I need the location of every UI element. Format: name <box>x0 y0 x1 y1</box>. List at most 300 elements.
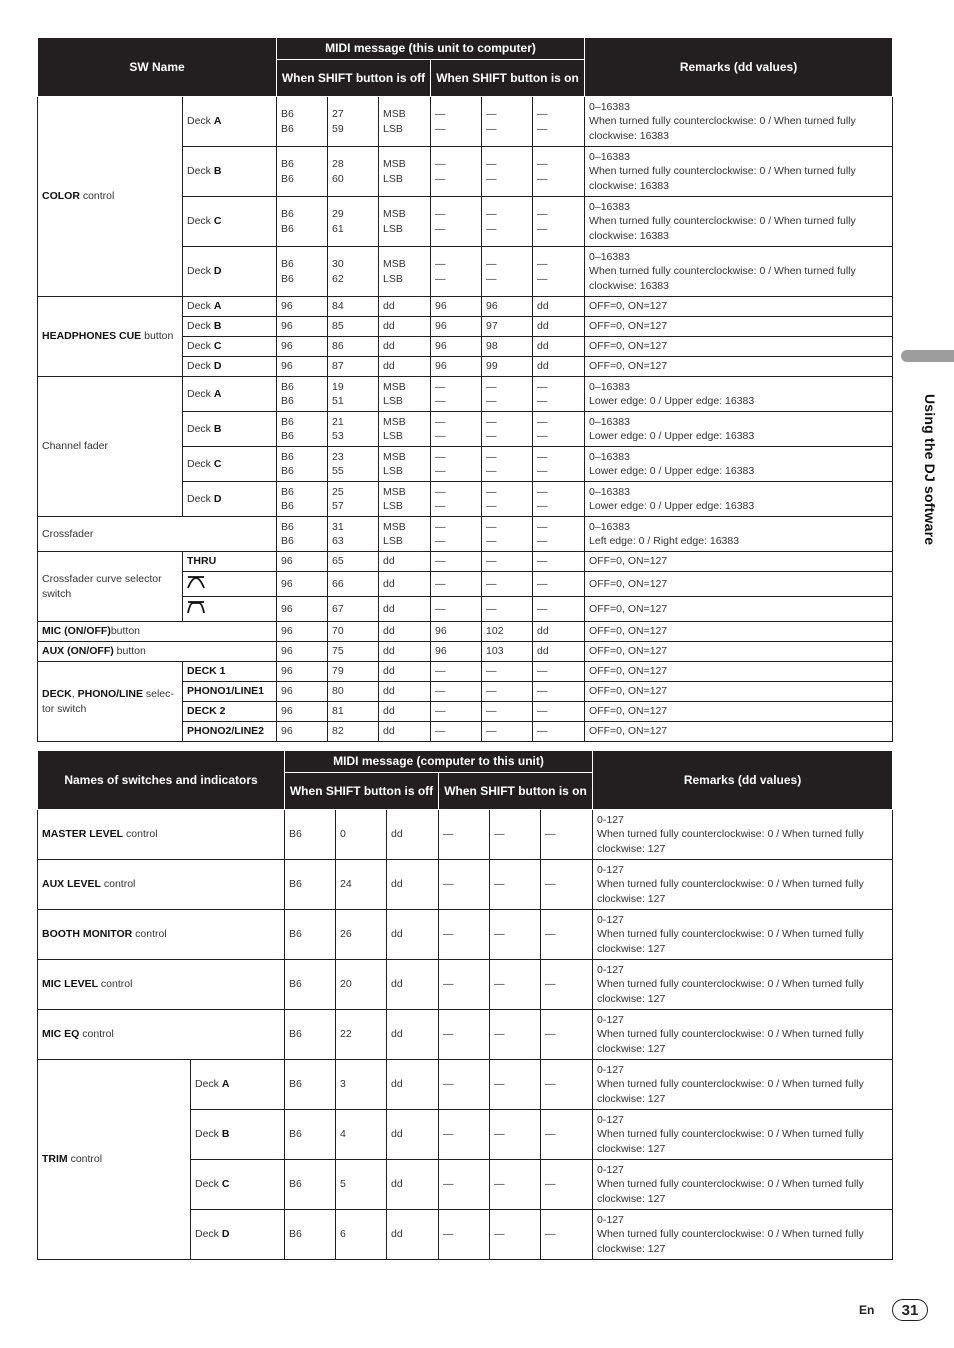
shift-status-cell: — — <box>431 412 482 447</box>
deck-word: Deck <box>187 115 214 128</box>
control-name: BOOTH MONITOR <box>42 928 133 941</box>
midi-cell: dd <box>379 702 431 722</box>
shift-value-cell: — — <box>533 377 585 412</box>
deck-label <box>183 147 277 197</box>
name-separator: , <box>71 688 78 701</box>
midi-cell: 79 <box>328 662 379 682</box>
deck-label <box>183 482 277 517</box>
midi-cell: — <box>431 597 482 622</box>
channel-fader-name: Channel fader <box>38 377 183 517</box>
midi-cell: — <box>541 910 593 960</box>
midi-cell: — <box>541 860 593 910</box>
midi-cell: dd <box>387 1010 439 1060</box>
midi-cell: — <box>439 960 490 1010</box>
shift-status-cell: — — <box>431 147 482 197</box>
table-row <box>38 642 893 662</box>
midi-cell: dd <box>379 622 431 642</box>
midi-cell: B6 <box>285 1110 336 1160</box>
control-name: MIC (ON/OFF) <box>42 625 111 638</box>
midi-cell: — <box>490 1210 541 1260</box>
table-row <box>38 810 893 860</box>
number-cell: 28 60 <box>328 147 379 197</box>
midi-cell: — <box>431 662 482 682</box>
midi-cell: dd <box>379 722 431 742</box>
deck-word: Deck <box>195 1178 222 1191</box>
shift-value-cell: — — <box>533 447 585 482</box>
midi-cell: dd <box>379 357 431 377</box>
number-cell: 19 51 <box>328 377 379 412</box>
mic-on-off-name <box>38 622 277 642</box>
shift-number-cell: — — <box>482 197 533 247</box>
control-name: AUX LEVEL <box>42 878 101 891</box>
status-cell: B6 B6 <box>277 482 328 517</box>
midi-cell: 96 <box>431 642 482 662</box>
deck-word: Deck <box>187 265 214 278</box>
number-cell: 21 53 <box>328 412 379 447</box>
status-cell: B6 B6 <box>277 447 328 482</box>
shift-number-cell: — — <box>482 482 533 517</box>
shift-status-cell: — — <box>431 247 482 297</box>
midi-cell: 24 <box>336 860 387 910</box>
remarks-cell: 0-127 When turned fully counterclockwise: 0 / When turned fully clockwise: 127 <box>593 860 893 910</box>
deck-word: Deck <box>187 387 214 400</box>
shift-value-cell: — — <box>533 147 585 197</box>
value-cell: MSB LSB <box>379 147 431 197</box>
midi-cell: B6 <box>285 810 336 860</box>
shift-status-cell: — — <box>431 447 482 482</box>
midi-cell: B6 <box>285 1060 336 1110</box>
midi-cell: B6 <box>285 960 336 1010</box>
shift-number-cell: — — <box>482 97 533 147</box>
midi-cell: — <box>482 702 533 722</box>
midi-cell: — <box>431 552 482 572</box>
midi-cell: — <box>490 810 541 860</box>
table-row <box>38 1060 893 1110</box>
deck-label <box>183 247 277 297</box>
selector-position-label <box>183 722 277 742</box>
midi-cell: — <box>541 1060 593 1110</box>
midi-cell: 87 <box>328 357 379 377</box>
midi-cell: — <box>439 810 490 860</box>
header-shift-off: When SHIFT button is off <box>285 773 439 810</box>
control-name-cell <box>38 910 285 960</box>
midi-cell: B6 <box>285 1210 336 1260</box>
midi-cell: B6 <box>285 860 336 910</box>
value-cell: MSB LSB <box>379 247 431 297</box>
control-type: selec-tor switch <box>42 688 174 715</box>
midi-cell: dd <box>387 1060 439 1110</box>
midi-cell: 96 <box>277 662 328 682</box>
remarks-cell: OFF=0, ON=127 <box>585 682 893 702</box>
midi-cell: — <box>490 1060 541 1110</box>
midi-cell: 82 <box>328 722 379 742</box>
number-cell: 23 55 <box>328 447 379 482</box>
deck-word: Deck <box>187 457 214 470</box>
midi-cell: — <box>533 662 585 682</box>
header-shift-on: When SHIFT button is on <box>431 60 585 97</box>
midi-cell: — <box>490 1110 541 1160</box>
midi-cell: dd <box>379 682 431 702</box>
shift-number-cell: — — <box>482 517 533 552</box>
midi-cell: 96 <box>277 722 328 742</box>
midi-cell: — <box>490 960 541 1010</box>
control-name: MASTER LEVEL <box>42 828 124 841</box>
curve-position-label <box>183 572 277 597</box>
control-name-cell <box>38 860 285 910</box>
deck-letter: A <box>213 115 222 128</box>
table-row <box>38 517 893 552</box>
midi-cell: dd <box>379 597 431 622</box>
shift-value-cell: — — <box>533 247 585 297</box>
header-shift-on: When SHIFT button is on <box>439 773 593 810</box>
shift-status-cell: — — <box>431 517 482 552</box>
trim-control-name <box>38 1060 191 1260</box>
control-type: control <box>100 878 136 891</box>
midi-cell: 96 <box>277 597 328 622</box>
remarks-cell: 0–16383 Lower edge: 0 / Upper edge: 16383 <box>585 447 893 482</box>
table-row <box>38 622 893 642</box>
deck-word: Deck <box>195 1078 222 1091</box>
selector-label: PHONO2/LINE2 <box>187 725 265 738</box>
deck-word: Deck <box>195 1228 222 1241</box>
remarks-cell: OFF=0, ON=127 <box>585 317 893 337</box>
deck-label <box>183 297 277 317</box>
table-row <box>38 377 893 412</box>
midi-cell: — <box>482 597 533 622</box>
remarks-cell: 0-127 When turned fully counterclockwise: 0 / When turned fully clockwise: 127 <box>593 810 893 860</box>
deck-letter: B <box>213 320 222 333</box>
midi-cell: 26 <box>336 910 387 960</box>
curve-position-label <box>183 597 277 622</box>
midi-cell: — <box>541 1110 593 1160</box>
color-control-name <box>38 97 183 297</box>
status-cell: B6 B6 <box>277 247 328 297</box>
midi-cell: 81 <box>328 702 379 722</box>
midi-cell: dd <box>379 572 431 597</box>
deck-word: Deck <box>187 492 214 505</box>
midi-cell: 66 <box>328 572 379 597</box>
curve-position-label <box>183 552 277 572</box>
remarks-cell: 0-127 When turned fully counterclockwise: 0 / When turned fully clockwise: 127 <box>593 1060 893 1110</box>
number-cell: 29 61 <box>328 197 379 247</box>
midi-cell: 96 <box>277 642 328 662</box>
deck-letter: B <box>213 165 222 178</box>
midi-cell: — <box>439 860 490 910</box>
midi-cell: dd <box>533 357 585 377</box>
shift-value-cell: — — <box>533 197 585 247</box>
value-cell: MSB LSB <box>379 97 431 147</box>
control-name: PHONO/LINE <box>77 688 143 701</box>
midi-cell: — <box>541 1010 593 1060</box>
midi-cell: — <box>533 722 585 742</box>
control-type: button <box>110 625 141 638</box>
table-row <box>38 1010 893 1060</box>
deck-letter: A <box>213 387 222 400</box>
midi-cell: B6 <box>285 1160 336 1210</box>
midi-cell: — <box>439 1010 490 1060</box>
midi-cell: dd <box>379 662 431 682</box>
header-midi-message: MIDI message (computer to this unit) <box>285 751 593 773</box>
shift-status-cell: — — <box>431 97 482 147</box>
table-row <box>38 910 893 960</box>
deck-label <box>191 1160 285 1210</box>
language-label: En <box>859 1303 875 1317</box>
remarks-cell: OFF=0, ON=127 <box>585 297 893 317</box>
header-remarks: Remarks (dd values) <box>593 751 893 810</box>
deck-letter: D <box>213 360 222 373</box>
control-type: button <box>113 645 146 658</box>
section-tab-marker <box>901 350 954 362</box>
deck-letter: D <box>213 492 222 505</box>
deck-letter: A <box>213 300 222 313</box>
midi-cell: — <box>541 810 593 860</box>
shift-number-cell: — — <box>482 412 533 447</box>
midi-cell: dd <box>533 642 585 662</box>
remarks-cell: 0–16383 When turned fully counterclockwise: 0 / When turned fully clockwise: 16383 <box>585 147 893 197</box>
deck-word: Deck <box>187 165 214 178</box>
deck-letter: B <box>213 422 222 435</box>
midi-cell: 96 <box>277 337 328 357</box>
midi-cell: 5 <box>336 1160 387 1210</box>
deck-label <box>183 317 277 337</box>
midi-cell: 96 <box>431 357 482 377</box>
midi-cell: — <box>431 572 482 597</box>
midi-cell: 6 <box>336 1210 387 1260</box>
midi-cell: dd <box>387 810 439 860</box>
midi-cell: — <box>431 702 482 722</box>
midi-cell: dd <box>379 337 431 357</box>
midi-cell: dd <box>387 860 439 910</box>
midi-cell: 96 <box>431 337 482 357</box>
remarks-cell: OFF=0, ON=127 <box>585 597 893 622</box>
number-cell: 31 63 <box>328 517 379 552</box>
midi-cell: 80 <box>328 682 379 702</box>
header-sw-name: SW Name <box>38 38 277 97</box>
midi-cell: 20 <box>336 960 387 1010</box>
midi-cell: — <box>439 910 490 960</box>
control-name: HEADPHONES CUE <box>42 330 142 343</box>
midi-cell: — <box>482 722 533 742</box>
sharp-curve-icon <box>187 575 205 593</box>
remarks-cell: 0–16383 Lower edge: 0 / Upper edge: 16383 <box>585 412 893 447</box>
deck-label <box>183 197 277 247</box>
deck-label <box>183 97 277 147</box>
status-cell: B6 B6 <box>277 147 328 197</box>
midi-cell: 84 <box>328 297 379 317</box>
shift-value-cell: — — <box>533 482 585 517</box>
header-names-switches: Names of switches and indicators <box>38 751 285 810</box>
midi-cell: 96 <box>277 552 328 572</box>
status-cell: B6 B6 <box>277 412 328 447</box>
midi-cell: 96 <box>277 702 328 722</box>
header-shift-off: When SHIFT button is off <box>277 60 431 97</box>
curve-label: THRU <box>187 555 217 568</box>
remarks-cell: OFF=0, ON=127 <box>585 337 893 357</box>
midi-cell: 96 <box>277 357 328 377</box>
shift-status-cell: — — <box>431 377 482 412</box>
number-cell: 30 62 <box>328 247 379 297</box>
midi-cell: 67 <box>328 597 379 622</box>
midi-cell: — <box>439 1160 490 1210</box>
midi-cell: — <box>431 722 482 742</box>
midi-cell: dd <box>387 960 439 1010</box>
remarks-cell: 0–16383 Lower edge: 0 / Upper edge: 16383 <box>585 377 893 412</box>
shift-number-cell: — — <box>482 247 533 297</box>
control-name: COLOR <box>42 190 80 203</box>
midi-cell: 97 <box>482 317 533 337</box>
midi-cell: dd <box>533 622 585 642</box>
value-cell: MSB LSB <box>379 377 431 412</box>
midi-cell: dd <box>533 337 585 357</box>
midi-cell: — <box>533 682 585 702</box>
number-cell: 27 59 <box>328 97 379 147</box>
midi-cell: — <box>482 662 533 682</box>
midi-cell: — <box>533 597 585 622</box>
deck-word: Deck <box>187 422 214 435</box>
deck-label <box>191 1210 285 1260</box>
midi-cell: 103 <box>482 642 533 662</box>
value-cell: MSB LSB <box>379 447 431 482</box>
midi-cell: 86 <box>328 337 379 357</box>
midi-cell: — <box>482 572 533 597</box>
slow-curve-icon <box>187 600 205 618</box>
control-name-cell <box>38 810 285 860</box>
midi-cell: 96 <box>277 297 328 317</box>
crossfader-name: Crossfader <box>38 517 277 552</box>
midi-cell: 70 <box>328 622 379 642</box>
status-cell: B6 B6 <box>277 97 328 147</box>
midi-cell: 96 <box>277 572 328 597</box>
remarks-cell: 0-127 When turned fully counterclockwise: 0 / When turned fully clockwise: 127 <box>593 910 893 960</box>
midi-cell: — <box>533 702 585 722</box>
remarks-cell: 0-127 When turned fully counterclockwise: 0 / When turned fully clockwise: 127 <box>593 1010 893 1060</box>
deck-letter: C <box>213 215 222 228</box>
midi-cell: — <box>490 910 541 960</box>
control-type: control <box>98 978 133 991</box>
midi-cell: 99 <box>482 357 533 377</box>
status-cell: B6 B6 <box>277 197 328 247</box>
page-number: 31 <box>892 1299 928 1321</box>
midi-cell: dd <box>387 1110 439 1160</box>
midi-cell: B6 <box>285 910 336 960</box>
midi-cell: 85 <box>328 317 379 337</box>
deck-letter: C <box>213 340 222 353</box>
remarks-cell: 0–16383 Lower edge: 0 / Upper edge: 16383 <box>585 482 893 517</box>
status-cell: B6 B6 <box>277 517 328 552</box>
midi-cell: — <box>541 1210 593 1260</box>
midi-cell: 22 <box>336 1010 387 1060</box>
selector-label: PHONO1/LINE1 <box>187 685 265 698</box>
deck-word: Deck <box>187 300 214 313</box>
midi-cell: 96 <box>277 317 328 337</box>
selector-label: DECK 2 <box>187 705 226 718</box>
remarks-cell: 0-127 When turned fully counterclockwise: 0 / When turned fully clockwise: 127 <box>593 960 893 1010</box>
status-cell: B6 B6 <box>277 377 328 412</box>
midi-cell: 102 <box>482 622 533 642</box>
selector-position-label <box>183 662 277 682</box>
control-type: control <box>79 190 115 203</box>
value-cell: MSB LSB <box>379 517 431 552</box>
table-row <box>38 662 893 682</box>
header-remarks: Remarks (dd values) <box>585 38 893 97</box>
value-cell: MSB LSB <box>379 412 431 447</box>
midi-cell: B6 <box>285 1010 336 1060</box>
control-type: control <box>123 828 158 841</box>
midi-cell: 96 <box>277 622 328 642</box>
deck-word: Deck <box>187 215 214 228</box>
midi-cell: — <box>431 682 482 702</box>
table-row <box>38 860 893 910</box>
shift-number-cell: — — <box>482 147 533 197</box>
selector-label: DECK 1 <box>187 665 226 678</box>
deck-label <box>183 337 277 357</box>
deck-word: Deck <box>187 320 214 333</box>
remarks-cell: 0–16383 When turned fully counterclockwise: 0 / When turned fully clockwise: 16383 <box>585 197 893 247</box>
control-name: TRIM <box>42 1153 68 1166</box>
midi-cell: — <box>533 572 585 597</box>
deck-label <box>183 357 277 377</box>
remarks-cell: 0–16383 Left edge: 0 / Right edge: 16383 <box>585 517 893 552</box>
remarks-cell: OFF=0, ON=127 <box>585 662 893 682</box>
number-cell: 25 57 <box>328 482 379 517</box>
midi-table-unit-to-computer <box>37 37 893 742</box>
deck-word: Deck <box>187 360 214 373</box>
deck-letter: A <box>221 1078 230 1091</box>
deck-label <box>191 1110 285 1160</box>
remarks-cell: 0-127 When turned fully counterclockwise: 0 / When turned fully clockwise: 127 <box>593 1110 893 1160</box>
midi-cell: — <box>490 860 541 910</box>
control-name: AUX (ON/OFF) <box>42 645 114 658</box>
midi-cell: — <box>533 552 585 572</box>
midi-cell: dd <box>387 910 439 960</box>
control-name: MIC LEVEL <box>42 978 99 991</box>
headphones-cue-name <box>38 297 183 377</box>
midi-cell: dd <box>379 297 431 317</box>
deck-label <box>183 447 277 482</box>
midi-cell: 75 <box>328 642 379 662</box>
control-type: control <box>67 1153 103 1166</box>
remarks-cell: 0–16383 When turned fully counterclockwise: 0 / When turned fully clockwise: 16383 <box>585 97 893 147</box>
control-type: control <box>132 928 167 941</box>
midi-cell: — <box>541 960 593 1010</box>
control-name: MIC EQ <box>42 1028 80 1041</box>
midi-cell: — <box>490 1010 541 1060</box>
midi-cell: dd <box>379 642 431 662</box>
remarks-cell: OFF=0, ON=127 <box>585 552 893 572</box>
deck-label <box>183 412 277 447</box>
shift-value-cell: — — <box>533 97 585 147</box>
table-row <box>38 97 893 147</box>
midi-cell: 3 <box>336 1060 387 1110</box>
remarks-cell: OFF=0, ON=127 <box>585 572 893 597</box>
midi-cell: — <box>482 682 533 702</box>
midi-table-computer-to-unit <box>37 750 893 1260</box>
midi-cell: dd <box>533 297 585 317</box>
midi-cell: 96 <box>431 622 482 642</box>
deck-label <box>183 377 277 412</box>
deck-phono-selector-name <box>38 662 183 742</box>
deck-letter: B <box>221 1128 230 1141</box>
deck-label <box>191 1060 285 1110</box>
midi-cell: — <box>439 1210 490 1260</box>
remarks-cell: 0-127 When turned fully counterclockwise: 0 / When turned fully clockwise: 127 <box>593 1210 893 1260</box>
midi-cell: 96 <box>431 297 482 317</box>
shift-number-cell: — — <box>482 447 533 482</box>
deck-word: Deck <box>195 1128 222 1141</box>
section-side-label: Using the DJ software <box>922 394 938 546</box>
deck-word: Deck <box>187 340 214 353</box>
deck-letter: C <box>221 1178 230 1191</box>
